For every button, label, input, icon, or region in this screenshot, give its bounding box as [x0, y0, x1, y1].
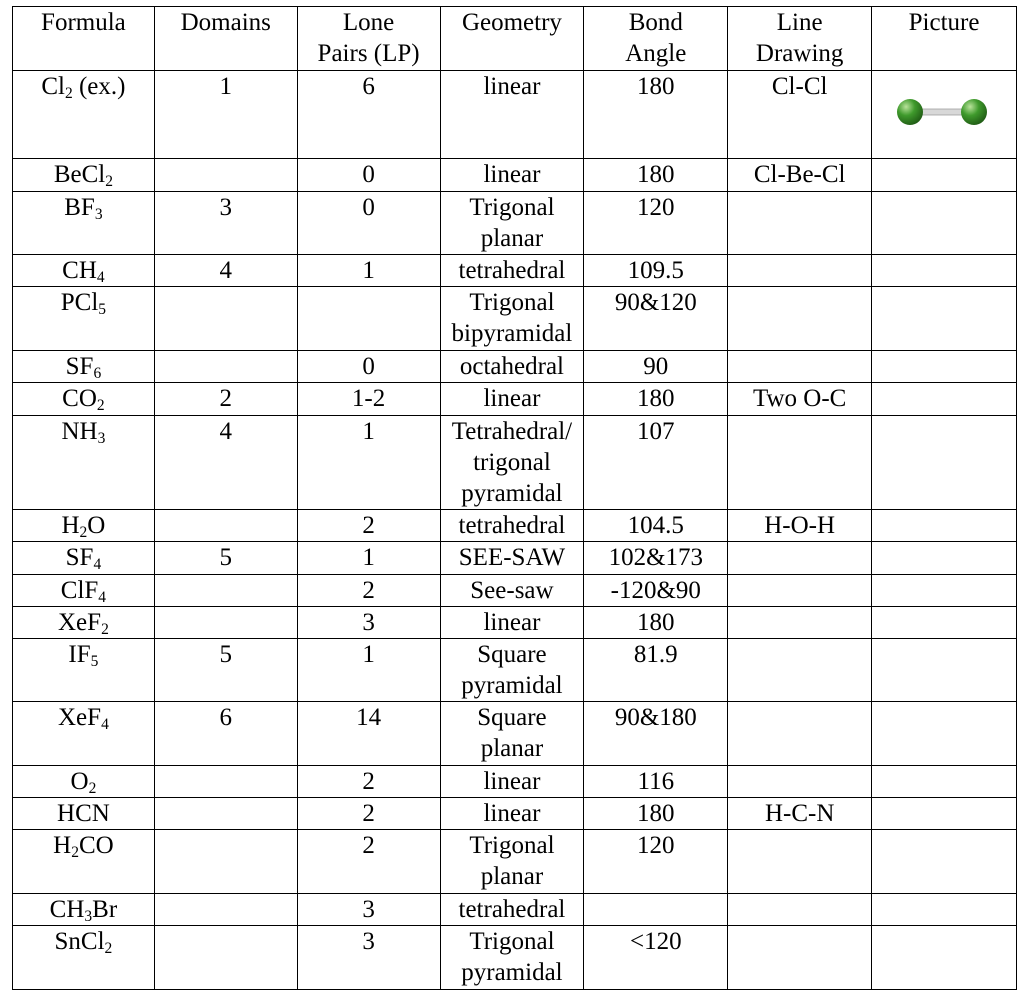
geometry-cell: linear — [440, 71, 584, 159]
formula-subscript: 2 — [104, 939, 113, 957]
formula-subscript: 2 — [105, 172, 113, 190]
line-drawing-cell — [728, 639, 872, 702]
lone-pairs-cell: 0 — [297, 192, 440, 255]
domains-cell: 6 — [154, 702, 297, 766]
bond-angle-cell: <120 — [584, 926, 728, 990]
domains-cell: 5 — [154, 542, 297, 575]
domains-cell: 5 — [154, 639, 297, 702]
formula-cell — [13, 894, 155, 926]
formula-suffix: Br — [92, 896, 118, 923]
picture-cell — [872, 192, 1017, 255]
header-line-drawing: Line Drawing — [728, 7, 872, 71]
geometry-cell: tetrahedral — [440, 255, 584, 287]
geometry-cell: linear — [440, 798, 584, 830]
table-row — [13, 287, 1017, 351]
picture-cell — [872, 830, 1017, 894]
formula-cell — [13, 383, 155, 416]
formula-subscript: 2 — [79, 523, 88, 541]
bond-angle-cell: 90&180 — [584, 702, 728, 766]
domains-cell: 4 — [154, 255, 297, 287]
geometry-cell: See-saw — [440, 575, 584, 607]
line-drawing-cell — [728, 766, 872, 798]
line-drawing-cell — [728, 702, 872, 766]
formula-cell — [13, 607, 155, 639]
formula-cell — [13, 159, 155, 192]
line-drawing-cell: Cl-Be-Cl — [728, 159, 872, 192]
table-row — [13, 702, 1017, 766]
line-drawing-cell — [728, 575, 872, 607]
line-drawing-cell: H-O-H — [728, 510, 872, 542]
geometry-cell: Trigonal pyramidal — [440, 926, 584, 990]
bond-angle-cell: 180 — [584, 383, 728, 416]
formula-cell — [13, 926, 155, 990]
header-row — [13, 7, 1017, 71]
formula-cell — [13, 351, 155, 383]
table-row — [13, 192, 1017, 255]
formula-cell — [13, 542, 155, 575]
formula-subscript: 3 — [84, 907, 93, 925]
header-picture: Picture — [872, 7, 1017, 71]
picture-cell — [872, 71, 1017, 159]
formula-cell — [13, 798, 155, 830]
domains-cell: 2 — [154, 383, 297, 416]
lone-pairs-cell: 2 — [297, 575, 440, 607]
geometry-cell: octahedral — [440, 351, 584, 383]
formula-main: NH — [61, 418, 98, 445]
line-drawing-cell: H-C-N — [728, 798, 872, 830]
picture-cell — [872, 702, 1017, 766]
domains-cell — [154, 575, 297, 607]
formula-subscript: 2 — [101, 620, 109, 638]
line-drawing-cell — [728, 287, 872, 351]
lone-pairs-cell: 3 — [297, 894, 440, 926]
geometry-cell: SEE-SAW — [440, 542, 584, 575]
bond-angle-cell: 116 — [584, 766, 728, 798]
chlorine-atom — [961, 99, 987, 125]
lone-pairs-cell: 1-2 — [297, 383, 440, 416]
lone-pairs-cell — [297, 287, 440, 351]
geometry-cell: linear — [440, 383, 584, 416]
picture-cell — [872, 255, 1017, 287]
formula-main: PCl — [60, 289, 99, 316]
picture-cell — [872, 766, 1017, 798]
picture-cell — [872, 607, 1017, 639]
geometry-cell: linear — [440, 766, 584, 798]
formula-main: SF — [65, 544, 94, 571]
geometry-cell: Trigonal planar — [440, 830, 584, 894]
picture-cell — [872, 416, 1017, 510]
formula-cell — [13, 510, 155, 542]
formula-cell — [13, 639, 155, 702]
line-drawing-cell — [728, 192, 872, 255]
domains-cell: 3 — [154, 192, 297, 255]
formula-cell — [13, 287, 155, 351]
domains-cell — [154, 894, 297, 926]
domains-cell — [154, 830, 297, 894]
line-drawing-cell — [728, 926, 872, 990]
domains-cell — [154, 798, 297, 830]
domains-cell — [154, 351, 297, 383]
domains-cell — [154, 159, 297, 192]
header-geometry: Geometry — [440, 7, 584, 71]
formula-cell — [13, 255, 155, 287]
bond-angle-cell: 120 — [584, 192, 728, 255]
cl2-molecule-icon — [894, 79, 990, 149]
domains-cell — [154, 510, 297, 542]
formula-main: IF — [68, 641, 91, 668]
table-row — [13, 383, 1017, 416]
picture-cell — [872, 383, 1017, 416]
bond-angle-cell: 90&120 — [584, 287, 728, 351]
lone-pairs-cell: 0 — [297, 351, 440, 383]
formula-cell — [13, 830, 155, 894]
domains-cell — [154, 607, 297, 639]
chlorine-atom — [897, 99, 923, 125]
picture-cell — [872, 798, 1017, 830]
formula-cell — [13, 71, 155, 159]
formula-subscript: 3 — [94, 205, 103, 223]
lone-pairs-cell: 2 — [297, 510, 440, 542]
bond-angle-cell: 81.9 — [584, 639, 728, 702]
lone-pairs-cell: 3 — [297, 607, 440, 639]
formula-main: ClF — [60, 577, 99, 604]
formula-subscript: 4 — [96, 268, 105, 286]
lone-pairs-cell: 1 — [297, 542, 440, 575]
domains-cell — [154, 926, 297, 990]
bond-angle-cell: 102&173 — [584, 542, 728, 575]
line-drawing-cell — [728, 607, 872, 639]
picture-cell — [872, 287, 1017, 351]
table-row — [13, 830, 1017, 894]
vsepr-table — [12, 6, 1017, 990]
domains-cell — [154, 287, 297, 351]
lone-pairs-cell: 2 — [297, 830, 440, 894]
formula-subscript: 4 — [98, 588, 107, 606]
table-row — [13, 159, 1017, 192]
table-row — [13, 798, 1017, 830]
geometry-cell: tetrahedral — [440, 510, 584, 542]
bond-angle-cell: 180 — [584, 159, 728, 192]
bond-angle-cell: 180 — [584, 607, 728, 639]
formula-main: CO — [62, 385, 97, 412]
header-lone-pairs: Lone Pairs (LP) — [297, 7, 440, 71]
picture-cell — [872, 639, 1017, 702]
formula-main: CH — [62, 257, 97, 284]
header-domains: Domains — [154, 7, 297, 71]
header-formula: Formula — [13, 7, 155, 71]
formula-main: BF — [64, 194, 95, 221]
formula-main: Cl — [41, 73, 65, 100]
formula-cell — [13, 192, 155, 255]
picture-cell — [872, 351, 1017, 383]
line-drawing-cell: Two O-C — [728, 383, 872, 416]
picture-cell — [872, 510, 1017, 542]
lone-pairs-cell: 14 — [297, 702, 440, 766]
lone-pairs-cell: 2 — [297, 798, 440, 830]
formula-cell — [13, 575, 155, 607]
bond-angle-cell: 104.5 — [584, 510, 728, 542]
formula-subscript: 4 — [101, 715, 109, 733]
formula-main: BeCl — [53, 161, 106, 188]
formula-main: CH — [49, 896, 85, 923]
lone-pairs-cell: 0 — [297, 159, 440, 192]
formula-subscript: 2 — [71, 843, 79, 861]
table-row — [13, 255, 1017, 287]
bond-angle-cell: 109.5 — [584, 255, 728, 287]
bond-angle-cell: 107 — [584, 416, 728, 510]
geometry-cell: linear — [440, 607, 584, 639]
formula-subscript: 3 — [97, 429, 106, 447]
line-drawing-cell: Cl-Cl — [728, 71, 872, 159]
geometry-cell: linear — [440, 159, 584, 192]
lone-pairs-cell: 1 — [297, 639, 440, 702]
lone-pairs-cell: 6 — [297, 71, 440, 159]
formula-subscript: 2 — [96, 396, 105, 414]
picture-cell — [872, 575, 1017, 607]
geometry-cell: Tetrahedral/ trigonal pyramidal — [440, 416, 584, 510]
lone-pairs-cell: 3 — [297, 926, 440, 990]
table-row — [13, 542, 1017, 575]
formula-subscript: 5 — [98, 300, 107, 318]
formula-cell — [13, 702, 155, 766]
line-drawing-cell — [728, 830, 872, 894]
picture-cell — [872, 542, 1017, 575]
bond-angle-cell: 120 — [584, 830, 728, 894]
lone-pairs-cell: 1 — [297, 255, 440, 287]
formula-subscript: 2 — [88, 779, 97, 797]
formula-suffix: O — [87, 512, 106, 539]
geometry-cell: Square planar — [440, 702, 584, 766]
geometry-cell: Trigonal bipyramidal — [440, 287, 584, 351]
formula-suffix: (ex.) — [72, 73, 126, 100]
domains-cell: 4 — [154, 416, 297, 510]
line-drawing-cell — [728, 416, 872, 510]
bond-angle-cell — [584, 894, 728, 926]
bond-angle-cell: 90 — [584, 351, 728, 383]
table-row — [13, 575, 1017, 607]
bond-angle-cell: 180 — [584, 71, 728, 159]
formula-main: H — [61, 512, 80, 539]
geometry-cell: Trigonal planar — [440, 192, 584, 255]
formula-main: XeF — [58, 609, 102, 636]
table-row — [13, 607, 1017, 639]
bond-angle-cell: 180 — [584, 798, 728, 830]
formula-main: SF — [65, 353, 94, 380]
formula-main: XeF — [58, 704, 102, 731]
domains-cell: 1 — [154, 71, 297, 159]
table-row — [13, 510, 1017, 542]
line-drawing-cell — [728, 351, 872, 383]
table-row — [13, 894, 1017, 926]
table-body — [13, 71, 1017, 990]
table-row — [13, 926, 1017, 990]
formula-suffix: CO — [78, 832, 114, 859]
formula-main: SnCl — [54, 928, 105, 955]
formula-subscript: 4 — [93, 555, 102, 573]
bond-angle-cell: -120&90 — [584, 575, 728, 607]
picture-cell — [872, 894, 1017, 926]
formula-cell — [13, 416, 155, 510]
line-drawing-cell — [728, 542, 872, 575]
lone-pairs-cell: 2 — [297, 766, 440, 798]
line-drawing-cell — [728, 255, 872, 287]
header-bond-angle: Bond Angle — [584, 7, 728, 71]
formula-subscript: 5 — [90, 652, 99, 670]
table-row — [13, 71, 1017, 159]
lone-pairs-cell: 1 — [297, 416, 440, 510]
table-row — [13, 351, 1017, 383]
domains-cell — [154, 766, 297, 798]
table-row — [13, 639, 1017, 702]
table-row — [13, 766, 1017, 798]
formula-main: H — [53, 832, 72, 859]
formula-main: O — [70, 768, 89, 795]
picture-cell — [872, 926, 1017, 990]
line-drawing-cell — [728, 894, 872, 926]
geometry-cell: tetrahedral — [440, 894, 584, 926]
geometry-cell: Square pyramidal — [440, 639, 584, 702]
picture-cell — [872, 159, 1017, 192]
formula-cell — [13, 766, 155, 798]
table-row — [13, 416, 1017, 510]
formula-main: HCN — [57, 800, 110, 827]
formula-subscript: 6 — [93, 364, 102, 382]
formula-subscript: 2 — [64, 84, 73, 102]
